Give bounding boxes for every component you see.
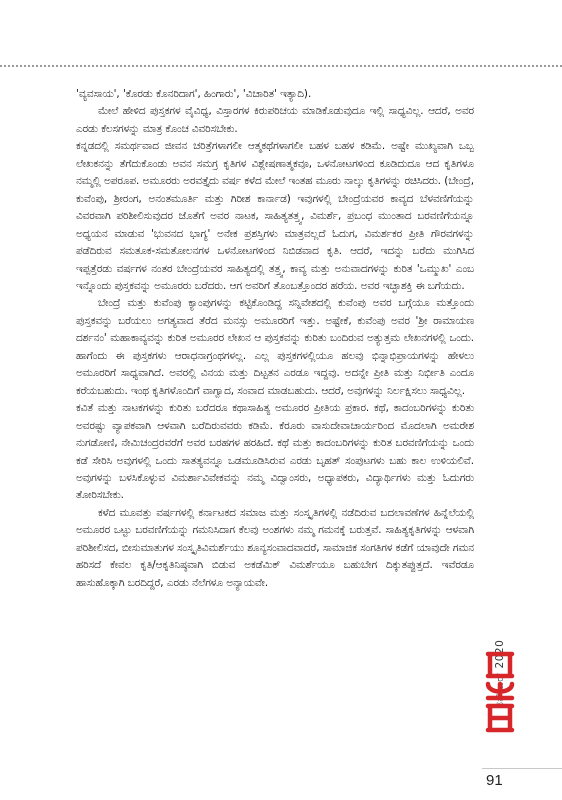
paragraph-6: ಕಳೆದ ಮೂವತ್ತು ವರ್ಷಗಳಲ್ಲಿ ಕರ್ನಾಟಕದ ಸಮಾಜ ಮತ್ತು ಸಂಸ್ಕೃತಿಗಳಲ್ಲಿ ನಡೆದಿರುವ ಬದಲಾವಣೆಗಳ ಹಿನ್ನೆಲೆಯಲ್ಲಿ ಅಮೂರರ ಒಟ್ಟು ಬರವಣಿಗೆಯನ್ನು ಗಮನಿಸಿದಾಗ ಕೆಲವು ಅಂಶಗಳು ನಮ್ಮ ಗಮನಕ್ಕೆ ಬರುತ್ತವೆ. ಸಾಹಿತ್ಯಕೃತಿಗಳನ್ನು ಆಳವಾಗಿ ಪರಿಶೀಲಿಸದ, ಬೀಸುಮಾತುಗಳ ಸಂಸ್ಕೃತಿವಿಮರ್ಶೆಯು ಶೂನ್ಯಸಂವಾದವಾದರೆ, ಸಾಮಾಜಿಕ ಸಂಗತಿಗಳ ಕಡೆಗೆ ಯಾವುದೇ ಗಮನ ಹರಿಸದೆ ಕೇವಲ ಕೃತಿ/ಆಕೃತಿನಿಷ್ಠವಾಗಿ ಬಿಡುವ ಅಕಡೆಮಿಕ್ ವಿಮರ್ಶೆಯೂ ಬಹುಬೇಗ ದಿಕ್ಕುತಪ್ಪುತ್ತದೆ. ಇವೆರಡೂ ಹಾಸುಹೊಕ್ಕಾಗಿ ಬರದಿದ್ದರೆ, ಎರಡು ನೆಲೆಗಳೂ ಅನ್ಯಾಯವೇ.	[76, 506, 474, 589]
paragraph-4: ಬೇಂದ್ರೆ ಮತ್ತು ಕುವೆಂಪು ಕ್ಯಾಂಪುಗಳನ್ನು ಕಟ್ಟಿಕೊಂಡಿದ್ದ ಸನ್ನಿವೇಶದಲ್ಲಿ ಕುವೆಂಪು ಅವರ ಬಗ್ಗೆಯೂ ಮತ್ತೊಂದು ಪುಸ್ತಕವನ್ನು ಬರೆಯಲು ಅಗತ್ಯವಾದ ತೆರೆದ ಮನಸ್ಸು ಅಮೂರರಿಗೆ ಇತ್ತು. ಅಷ್ಟೇಕೆ, ಕುವೆಂಪು ಅವರ 'ಶ್ರೀ ರಾಮಾಯಣ ದರ್ಶನಂ' ಮಹಾಕಾವ್ಯವನ್ನು ಕುರಿತ ಅಮೂರರ ಲೇಖನ ಆ ಪುಸ್ತಕವನ್ನು ಕುರಿತು ಬಂದಿರುವ ಅತ್ಯುತ್ತಮ ಲೇಖನಗಳಲ್ಲಿ ಒಂದು. ಹಾಗೆಂದು ಈ ಪುಸ್ತಕಗಳು ಆರಾಧನಾಗ್ರಂಥಗಳಲ್ಲ. ಎಲ್ಲ ಪುಸ್ತಕಗಳಲ್ಲಿಯೂ ಹಲವು ಭಿನ್ನಾಭಿಪ್ರಾಯಗಳನ್ನು ಹೇಳಲು ಅಮೂರರಿಗೆ ಸಾಧ್ಯವಾಗಿದೆ. ಅವರಲ್ಲಿ ವಿನಯ ಮತ್ತು ದಿಟ್ಟತನ ಎರಡೂ ಇದ್ದವು. ಅದನ್ನೇ ಪ್ರೀತಿ ಮತ್ತು ನಿರ್ಭೀತಿ ಎಂದೂ ಕರೆಯಬಹುದು. ಇಂಥ ಕೃತಿಗಳೊಂದಿಗೆ ವಾಗ್ವಾದ, ಸಂವಾದ ಮಾಡಬಹುದು. ಆದರೆ, ಅವುಗಳನ್ನು ನಿರ್ಲಕ್ಷಿಸಲು ಸಾಧ್ಯವಿಲ್ಲ.	[76, 297, 474, 397]
page-number-rule	[482, 768, 562, 769]
paragraph-2: ಮೇಲೆ ಹೇಳಿದ ಪುಸ್ತಕಗಳ ವೈವಿಧ್ಯ, ವಿಸ್ತಾರಗಳ ಕಿರುಪರಿಚಯ ಮಾಡಿಕೊಡುವುದೂ ಇಲ್ಲಿ ಸಾಧ್ಯವಿಲ್ಲ. ಆದರೆ, ಅವರ ಎರಡು ಕೆಲಸಗಳನ್ನು ಮಾತ್ರ ಕೊಂಚ ವಿವರಿಸಬೇಕು.	[76, 105, 474, 135]
page-number: 91	[486, 772, 503, 789]
mayura-logo	[482, 648, 522, 738]
paragraph-5: ಕವಿತೆ ಮತ್ತು ನಾಟಕಗಳನ್ನು ಕುರಿತು ಬರೆದರೂ ಕಥಾಸಾಹಿತ್ಯ ಅಮೂರರ ಪ್ರೀತಿಯ ಪ್ರಕಾರ. ಕಥೆ, ಕಾದಂಬರಿಗಳನ್ನು ಕುರಿತು ಅವರಷ್ಟು ವ್ಯಾಪಕವಾಗಿ ಆಳವಾಗಿ ಬರೆದಿರುವವರು ಕಡಿಮೆ. ಕೆರೂರು ವಾಸುದೇವಾಚಾರ್ಯರಿಂದ ಮೊದಲಾಗಿ ಅಮರೇಶ ನುಗಡೋಣಿ, ನೇಮಿಚಂದ್ರರವರೆಗೆ ಅವರ ಬರಹಗಳ ಹರಹಿದೆ. ಕಥೆ ಮತ್ತು ಕಾದಂಬರಿಗಳನ್ನು ಕುರಿತ ಬರವಣಿಗೆಯನ್ನು ಒಂದು ಕಡೆ ಸೇರಿಸಿ ಅವುಗಳಲ್ಲಿ ಒಂದು ಸಾತತ್ಯವನ್ನೂ ಒಡಮೂಡಿಸಿರುವ ಎರಡು ಬೃಹತ್ ಸಂಪುಟಗಳು ಬಹು ಕಾಲ ಉಳಿಯಲಿವೆ. ಅವುಗಳನ್ನು ಬಳಸಿಕೊಳ್ಳುವ ವಿಮರ್ಶಾವಿವೇಕವನ್ನು ನಮ್ಮ ವಿದ್ವಾಂಸರು, ಅಧ್ಯಾಪಕರು, ವಿದ್ಯಾರ್ಥಿಗಳು ಮತ್ತು ಓದುಗರು ತೋರಿಸಬೇಕು.	[76, 402, 474, 502]
issue-date: ನವೆಂಬರ್ 2020	[494, 639, 506, 708]
top-dotted-rule	[0, 65, 562, 67]
paragraph-1: 'ವ್ಯವಸಾಯ', 'ಕೊರಡು ಕೊನರಿದಾಗ', ಹಿಂಗಾರು', 'ವಿಚಾರಿತ' ಇತ್ಯಾದಿ).	[76, 88, 312, 100]
article-body	[76, 86, 474, 592]
paragraph-3: ಕನ್ನಡದಲ್ಲಿ ಸಮರ್ಥವಾದ ಜೀವನ ಚರಿತ್ರೆಗಳಾಗಲೀ ಆತ್ಮಕಥೆಗಳಾಗಲೀ ಬಹಳ ಬಹಳ ಕಡಿಮೆ. ಅಷ್ಟೇ ಮುಖ್ಯವಾಗಿ ಒಬ್ಬ ಲೇಖಕನನ್ನು ತೆಗೆದುಕೊಂಡು ಅವನ ಸಮಗ್ರ ಕೃತಿಗಳ ವಿಶ್ಲೇಷಣಾತ್ಮಕವೂ, ಒಳನೋಟಗಳಿಂದ ಕೂಡಿದುದೂ ಆದ ಕೃತಿಗಳೂ ನಮ್ಮಲ್ಲಿ ಅಪರೂಪ. ಅಮೂರರು ಅರವತ್ತೈದು ವರ್ಷ ಕಳೆದ ಮೇಲೆ ಇಂತಹ ಮೂರು ನಾಲ್ಕು ಕೃತಿಗಳನ್ನು ರಚಿಸಿದರು. (ಬೇಂದ್ರೆ, ಕುವೆಂಪು, ಶ್ರೀರಂಗ, ಅನಂತಮೂರ್ತಿ ಮತ್ತು ಗಿರೀಶ ಕಾರ್ನಾಡ) ಇವುಗಳಲ್ಲಿ ಬೇಂದ್ರೆಯವರ ಕಾವ್ಯದ ಬೆಳವಣಿಗೆಯನ್ನು ವಿವರವಾಗಿ ಪರಿಶೀಲಿಸುವುದರ ಜೊತೆಗೆ ಅವರ ನಾಟಕ, ಸಾಹಿತ್ಯತತ್ತ್ವ, ವಿಮರ್ಶೆ, ಪ್ರಬಂಧ ಮುಂತಾದ ಬರವಣಿಗೆಯನ್ನೂ ಅಧ್ಯಯನ ಮಾಡುವ 'ಭುವನದ ಭಾಗ್ಯ' ಅನೇಕ ಪ್ರಶಸ್ತಿಗಳು ಮಾತ್ರವಲ್ಲದೆ ಓದುಗ, ವಿಮರ್ಶಕರ ಪ್ರೀತಿ ಗೌರವಗಳನ್ನು ಪಡೆದಿರುವ ಸಮತೂಕ-ಸಮತೋಲನಗಳ ಒಳನೋಟಗಳಿಂದ ನಿಬಿಡವಾದ ಕೃತಿ. ಆದರೆ, ಇದನ್ನು ಬರೆದು ಮುಗಿಸಿದ ಇಪ್ಪತ್ತೆರಡು ವರ್ಷಗಳ ನಂತರ ಬೇಂದ್ರೆಯವರ ಸಾಹಿತ್ಯದಲ್ಲಿ ತತ್ತ್ವ, ಕಾವ್ಯ ಮತ್ತು ಅನುವಾದಗಳನ್ನು ಕುರಿತ 'ಒಮ್ಮುಖ' ಎಂಬ ಇನ್ನೊಂದು ಪುಸ್ತಕವನ್ನು ಅಮೂರರು ಬರೆದರು. ಆಗ ಅವರಿಗೆ ತೊಂಬತ್ತೊಂದರ ಹರೆಯ. ಅವರ ಇಚ್ಛಾಶಕ್ತಿ ಈ ಬಗೆಯದು.	[76, 140, 474, 292]
